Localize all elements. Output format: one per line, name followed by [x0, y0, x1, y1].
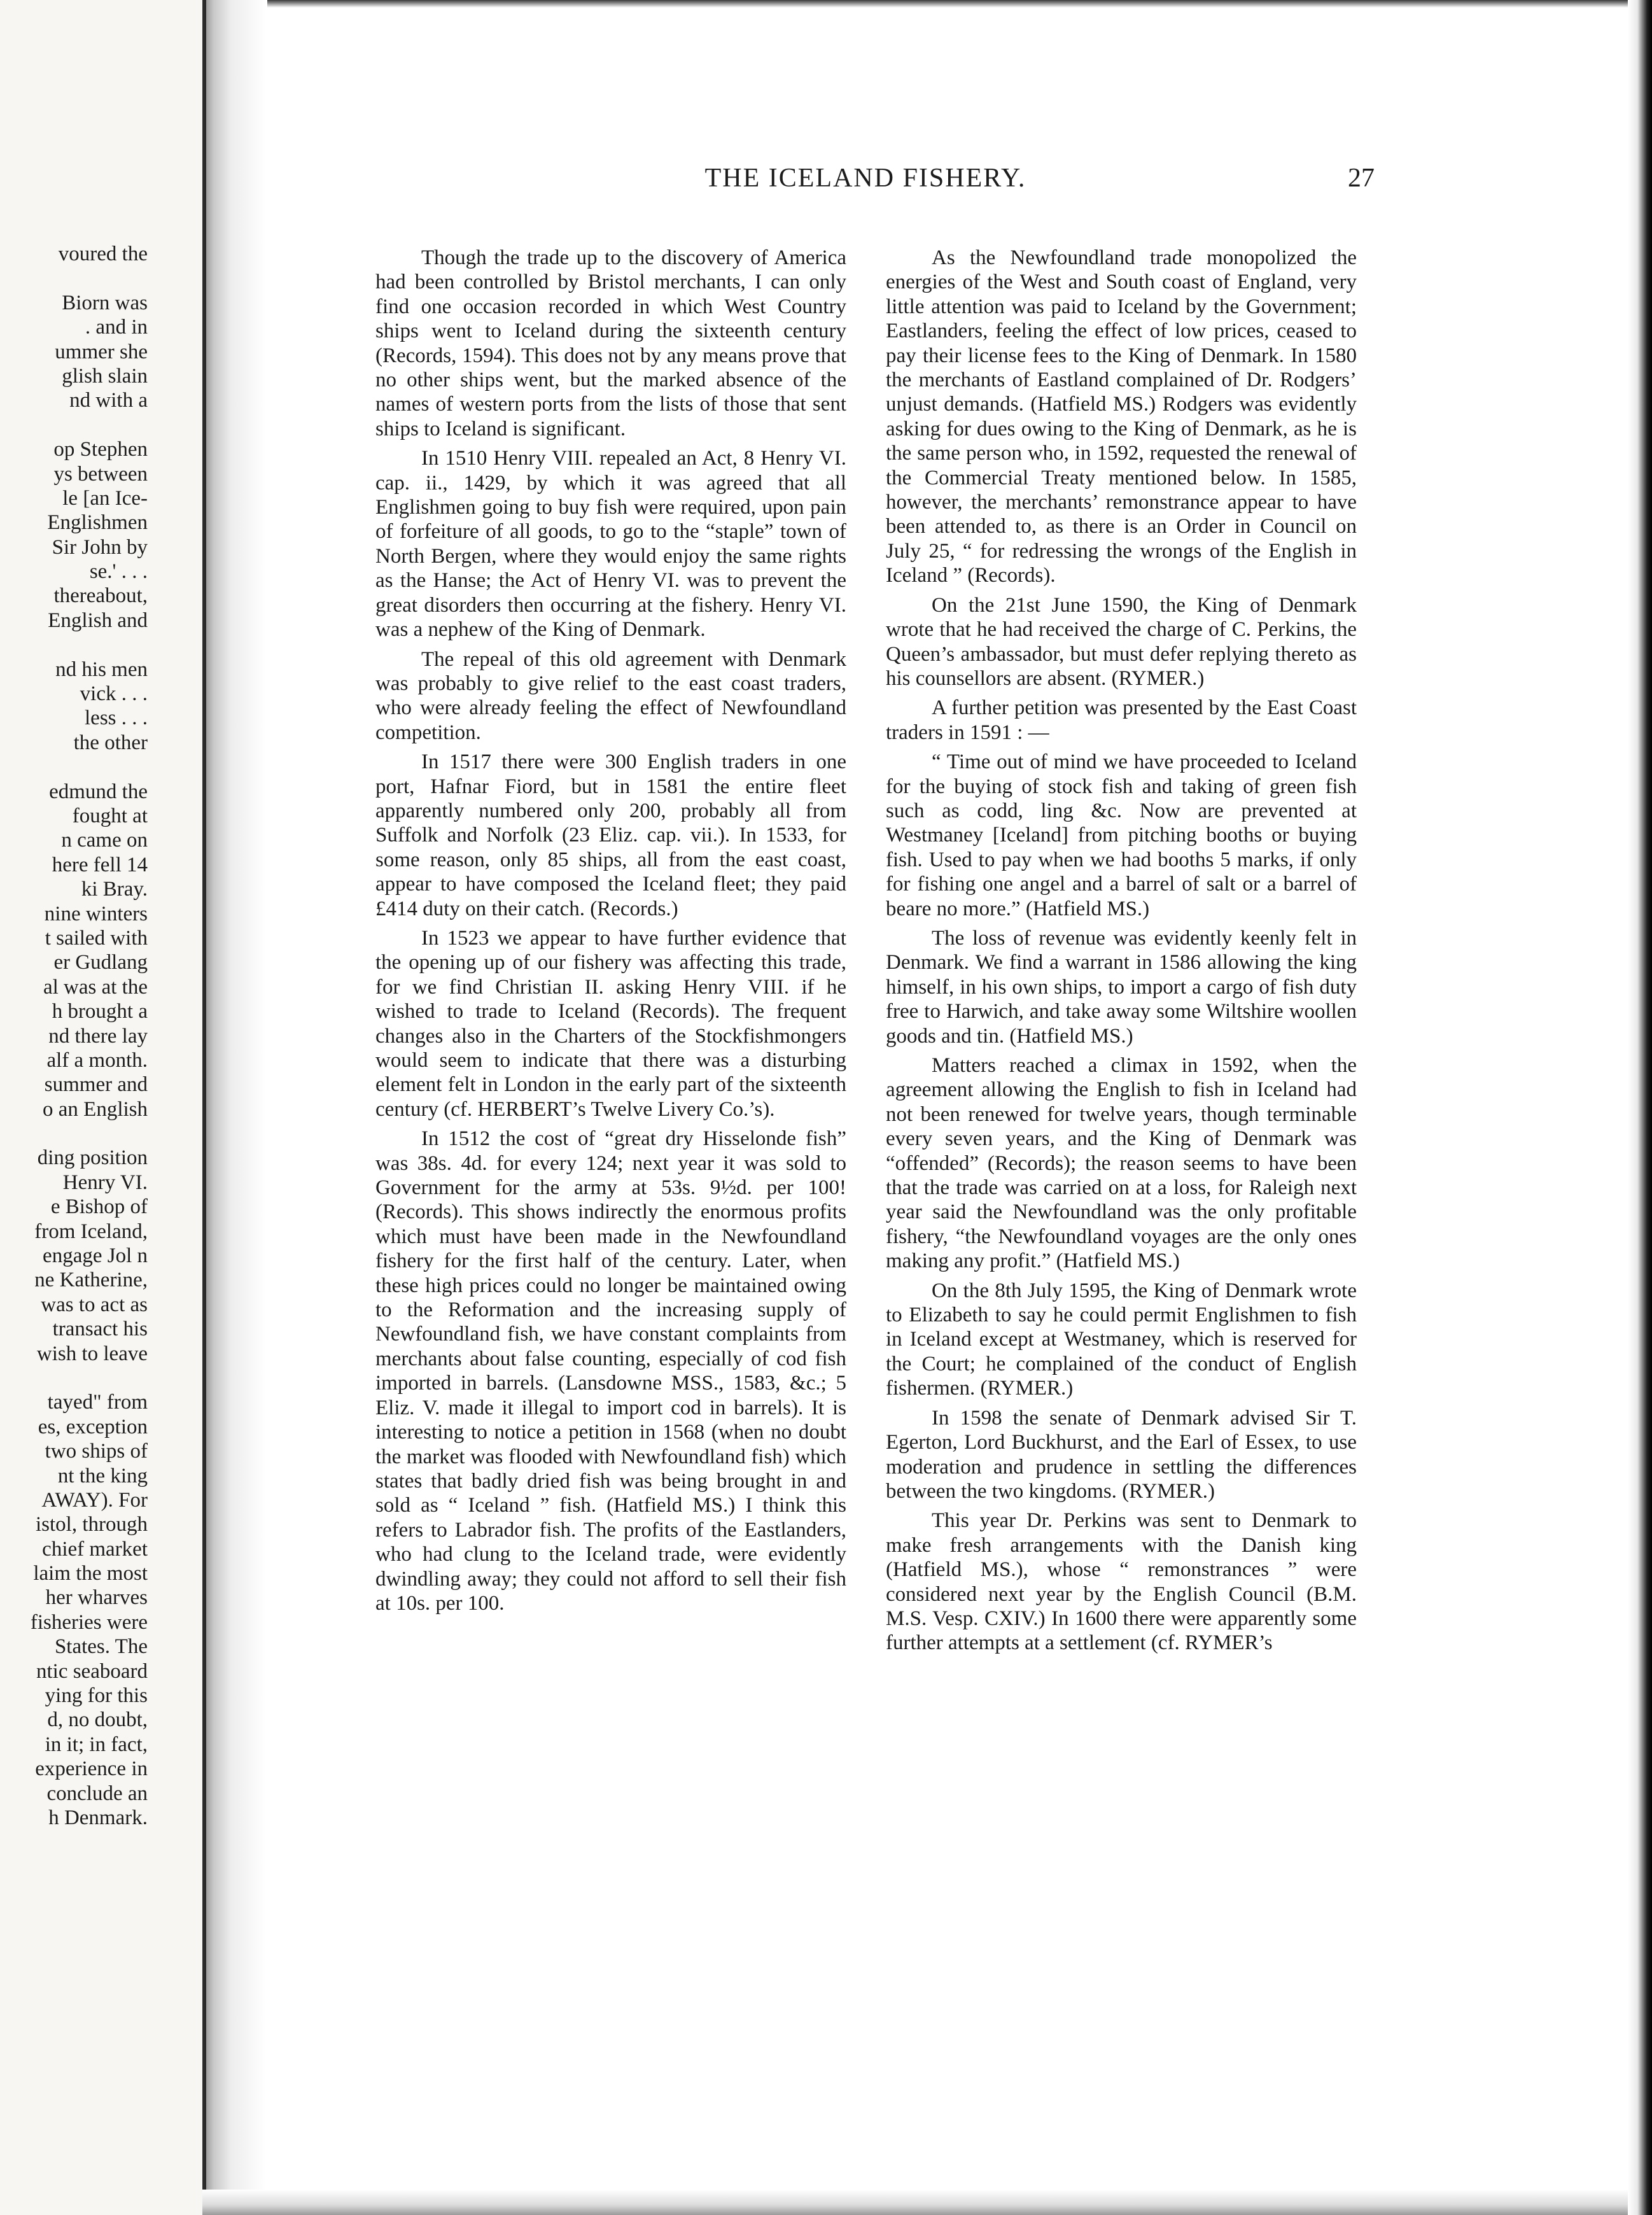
paragraph: Though the trade up to the discovery of America had been controlled by Bristol merchants, I can only find one occasion recorded in which West Country ships went to Iceland during the sixteenth century (Records, 1594). This does not by any means prove that no other ships went, but the marked absence of the names of western ports from the lists of those that sent ships to Iceland is significant. — [375, 246, 846, 440]
left-page-line: nd with a — [69, 389, 148, 412]
left-page-line — [0, 1366, 148, 1390]
left-page-line: ntic seaboard — [36, 1659, 148, 1683]
left-page-line: Englishmen — [47, 511, 148, 535]
paragraph: A further petition was presented by the East Coast traders in 1591 : — — [886, 696, 1357, 744]
left-page-line: ne Katherine, — [34, 1269, 148, 1292]
left-page-line: thereabout, — [53, 584, 148, 608]
left-page-line: le [an Ice- — [62, 486, 148, 510]
left-page-line: ki Bray. — [81, 878, 148, 901]
left-page-line: n came on — [61, 829, 148, 852]
left-page-line: Biorn was — [62, 291, 148, 314]
paragraph: In 1523 we appear to have further evidence that the opening up of our fishery was affecting this trade, for we find Christian II. asking Henry VIII. if he wished to trade to Iceland (Records). The frequent changes also in the Charters of the Stockfishmongers would seem to indicate that there was a disturbing element felt in London in the early part of the sixteenth century (cf. HERBERT’s Twelve Livery Co.’s). — [375, 926, 846, 1121]
left-page-line: d, no doubt, — [47, 1708, 148, 1732]
left-page-line: Sir John by — [52, 535, 148, 559]
left-page-line: t sailed with — [45, 926, 148, 950]
left-page-line — [0, 633, 148, 657]
left-page-line — [0, 266, 148, 290]
left-page-line: less . . . — [85, 707, 148, 730]
left-page-line: er Gudlang — [53, 951, 148, 974]
left-page-line: summer and — [44, 1073, 148, 1097]
left-page-line: experience in — [35, 1757, 148, 1781]
paragraph: As the Newfoundland trade monopolized the energies of the West and South coast of England, very little attention was paid to Iceland by the Government; Eastlanders, feeling the effect of low prices, ceased to pay their license fees to the King of Denmark. In 1580 the merchants of Eastland complained of Dr. Rodgers’ unjust demands. (Hatfield MS.) Rodgers was evidently asking for dues owing to the King of Denmark, as he is the same person who, in 1592, requested the renewal of the Commercial Treaty mentioned below. In 1585, however, the merchants’ remonstrance appear to have been attended to, as there is an Order in Council on July 25, “ for redressing the wrongs of the English in Iceland ” (Records). — [886, 246, 1357, 587]
left-page-line: here fell 14 — [52, 853, 148, 876]
left-page-line: fisheries were — [30, 1610, 148, 1634]
text-column-left — [375, 246, 846, 1621]
left-page-line: tayed" from — [47, 1391, 148, 1414]
left-page-line: laim the most — [33, 1562, 148, 1586]
left-page-line: op Stephen — [53, 438, 148, 461]
right-edge — [1628, 0, 1652, 2215]
left-page-line — [0, 413, 148, 437]
paragraph: On the 21st June 1590, the King of Denmark wrote that he had received the charge of C. Perkins, the Queen’s ambassador, but must defer replying thereto as his counsellors are absent. (RYMER.) — [886, 593, 1357, 690]
left-page-line: istol, through — [35, 1513, 148, 1536]
left-page-line: transact his — [52, 1318, 148, 1341]
left-page-line: English and — [48, 608, 148, 632]
left-page-line: e Bishop of — [50, 1195, 148, 1219]
paragraph: In 1512 the cost of “great dry Hisselonde fish” was 38s. 4d. for every 124; next year it was sold to Government for the army at 53s. 9½d. per 100! (Records). This shows indirectly the enormous profits which must have been made in the Newfoundland fishery for the first half of the century. Later, when these high prices could no longer be maintained owing to the Reformation and the increasing supply of Newfoundland fish, we have constant complaints from merchants about false counting, especially of cod fish imported in barrels. (Lansdowne MSS., 1583, &c.; 5 Eliz. V. made it illegal to import cod in barrels). It is interesting to notice a petition in 1568 (when no doubt the market was flooded with Newfoundland fish) which states that badly dried fish was being brought in and sold as “ Iceland ” fish. (Hatfield MS.) I think this refers to Labrador fish. The profits of the Eastlanders, who had clung to the Iceland trade, were evidently dwindling away; they could not afford to sell their fish at 10s. per 100. — [375, 1127, 846, 1615]
left-page-line: . and in — [85, 316, 148, 339]
binding-gutter — [202, 0, 266, 2215]
left-page-line: glish slain — [62, 364, 148, 388]
left-page-line: ying for this — [45, 1684, 148, 1708]
left-page-line: voured the — [58, 243, 148, 265]
left-page-line: alf a month. — [46, 1048, 148, 1072]
left-page-line: ys between — [53, 462, 148, 486]
paragraph: The repeal of this old agreement with Denmark was probably to give relief to the east coast traders, who were already feeling the effect of Newfoundland competition. — [375, 647, 846, 744]
left-page-line: was to act as — [41, 1293, 148, 1316]
left-page-line: edmund the — [49, 780, 148, 803]
paragraph: On the 8th July 1595, the King of Denmark wrote to Elizabeth to say he could permit Englishmen to fish in Iceland except at Westmaney, which is reserved for the Court; he complained of the conduct of English fishermen. (RYMER.) — [886, 1279, 1357, 1400]
left-page-line: nine winters — [44, 902, 148, 925]
left-page-line: nd there lay — [48, 1024, 148, 1048]
left-page-line — [0, 755, 148, 779]
left-page-line: wish to leave — [36, 1342, 148, 1365]
left-page-line: States. The — [54, 1635, 148, 1659]
left-page-line: two ships of — [45, 1440, 148, 1463]
quotation-paragraph: “ Time out of mind we have proceeded to Iceland for the buying of stock fish and taking of green fish such as codd, ling &c. Now are prevented at Westmaney [Iceland] from pitching booths or buying fish. Used to pay when we had booths 5 marks, if only for fishing one angel and a barrel of salt or a barrel of beare no more.” (Hatfield MS.) — [886, 750, 1357, 920]
left-page-line: AWAY). For — [41, 1488, 148, 1512]
left-page-line: engage Jol n — [43, 1244, 148, 1268]
left-page-line: fought at — [72, 804, 148, 827]
left-page-line: in it; in fact, — [45, 1733, 148, 1756]
left-page-line: h Denmark. — [48, 1806, 148, 1829]
text-column-right — [886, 246, 1357, 1661]
left-page-line: es, exception — [38, 1415, 148, 1438]
paragraph: This year Dr. Perkins was sent to Denmark to make fresh arrangements with the Danish king (Hatfield MS.), whose “ remonstrances ” were considered next year by the English Council (B.M. M.S. Vesp. CXIV.) In 1600 there were apparently some further attempts at a settlement (cf. RYMER’s — [886, 1509, 1357, 1655]
paragraph: In 1517 there were 300 English traders in one port, Hafnar Fiord, but in 1581 the entire fleet apparently numbered only 200, probably all from Suffolk and Norfolk (23 Eliz. cap. vii.). In 1533, for some reason, only 85 ships, all from the east coast, appear to have composed the Iceland fleet; they paid £414 duty on their catch. (Records.) — [375, 750, 846, 920]
left-page-line: al was at the — [43, 975, 148, 999]
paragraph: The loss of revenue was evidently keenly felt in Denmark. We find a warrant in 1586 allowing the king himself, in his own ships, to import a cargo of fish duty free to Harwich, and take away some Wiltshire woollen goods and tin. (Hatfield MS.) — [886, 926, 1357, 1048]
left-page-line: o an English — [43, 1097, 148, 1121]
left-page-line: vick . . . — [80, 682, 148, 706]
left-page-line: conclude an — [46, 1782, 148, 1805]
left-page-line: her wharves — [45, 1586, 148, 1610]
page-number: 27 — [1348, 164, 1375, 193]
running-head: THE ICELAND FISHERY. — [704, 164, 1026, 193]
left-page-line: chief market — [42, 1537, 148, 1561]
left-page-line: h brought a — [52, 1000, 148, 1023]
left-page-line: ummer she — [55, 340, 148, 363]
left-page-line: the other — [73, 731, 148, 754]
left-page-line: from Iceland, — [34, 1220, 148, 1243]
left-page-line: se.' . . . — [89, 560, 148, 584]
left-page-text — [0, 242, 148, 1830]
paragraph: In 1510 Henry VIII. repealed an Act, 8 Henry VI. cap. ii., 1429, by which it was agreed that all Englishmen going to buy fish were required, upon pain of forfeiture of all goods, to go to the “staple” town of North Bergen, where they would enjoy the same rights as the Hanse; the Act of Henry VI. was to prevent the great disorders then occurring at the fishery. Henry VI. was a nephew of the King of Denmark. — [375, 447, 846, 642]
left-page-line: Henry VI. — [62, 1171, 148, 1194]
bottom-edge — [202, 2190, 1628, 2215]
left-page-line: nd his men — [55, 657, 148, 681]
left-page-line: ding position — [37, 1146, 148, 1170]
top-edge — [267, 0, 1629, 8]
left-page-line: nt the king — [57, 1464, 148, 1487]
left-page-line — [0, 1122, 148, 1146]
left-page-fragment — [0, 0, 202, 2215]
page-edge — [202, 0, 206, 2215]
paragraph: Matters reached a climax in 1592, when the agreement allowing the English to fish in Iceland had not been renewed for twelve years, though terminable every seven years, and the King of Denmark was “offended” (Records); the reason seems to have been that the trade was carried on at a loss, for Raleigh next year said the Newfoundland was the only profitable fishery, “the Newfoundland voyages are the only ones making any profit.” (Hatfield MS.) — [886, 1054, 1357, 1273]
paragraph: In 1598 the senate of Denmark advised Sir T. Egerton, Lord Buckhurst, and the Earl of Essex, to use moderation and prudence in settling the differences between the two kingdoms. (RYMER.) — [886, 1406, 1357, 1503]
